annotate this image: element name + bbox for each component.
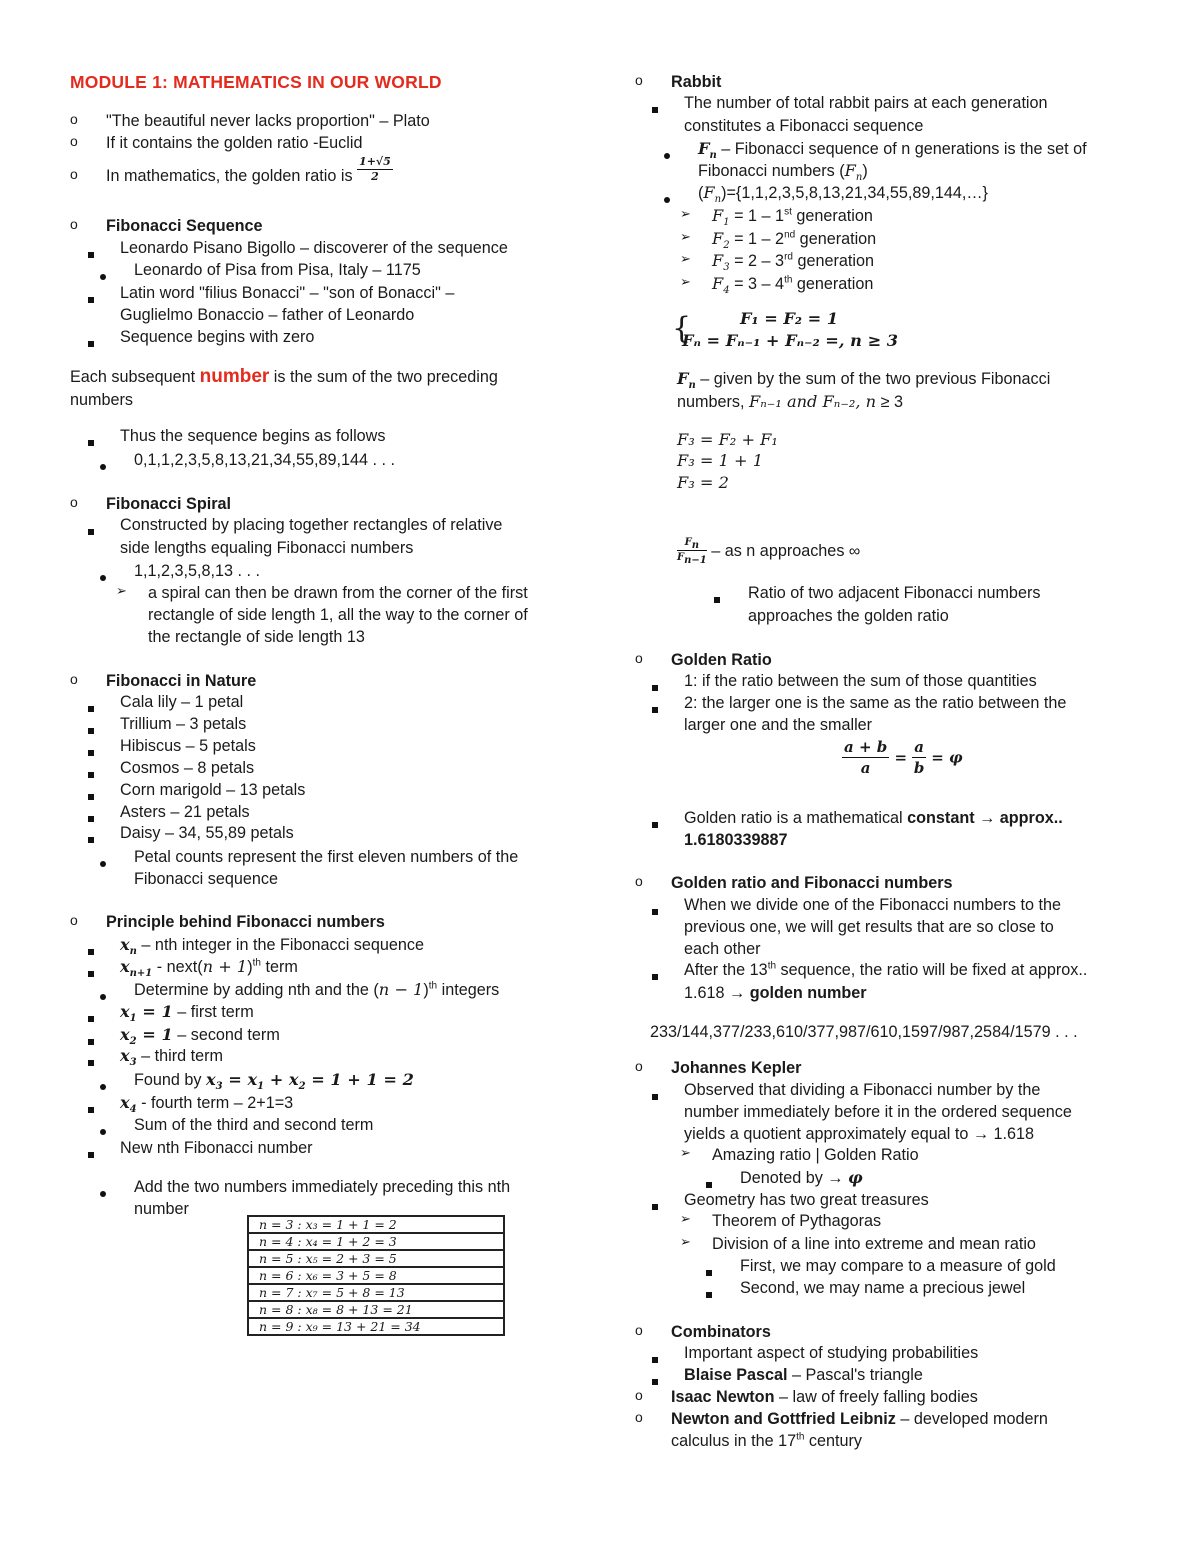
table-row: [248, 1216, 504, 1233]
text: 1.618 →: [684, 984, 750, 1002]
table-cell: n = 8 : x₈ = 8 + 13 = 21: [248, 1301, 504, 1318]
frac-top: 1+√5: [359, 155, 391, 169]
arrow-bullet-icon: ➢: [680, 1146, 691, 1161]
list-item: previous one, we will get results that are so close to: [684, 918, 1054, 936]
math: $x_3 = x_1 + x_2 = 1 + 1 = 2$: [206, 1070, 414, 1093]
formula-fraction: [842, 737, 889, 778]
bullet-o: o: [70, 111, 78, 127]
text: )={1,1,2,3,5,8,13,21,34,55,89,144,…}: [721, 184, 988, 202]
section-heading: Golden Ratio: [671, 651, 772, 669]
generation-item: [712, 229, 877, 252]
denominator: b: [913, 759, 925, 777]
list-item: $x_{n+1}$ - next(n + 1)$^{th}$ term: [120, 957, 298, 980]
math: $x_n$: [120, 935, 137, 958]
text: – Fibonacci sequence of n generations is the set of: [716, 140, 1087, 158]
list-item: [740, 1168, 863, 1188]
phi-symbol: φ: [847, 1168, 863, 1187]
bullet-o: o: [70, 671, 78, 687]
table-row: [248, 1267, 504, 1284]
list-item: [684, 1365, 923, 1385]
numerator: a: [914, 738, 924, 756]
math: $x_4$: [120, 1093, 137, 1116]
bullet-dot: [100, 1183, 114, 1202]
math: $F_n$: [703, 183, 722, 206]
section-heading: Fibonacci Sequence: [106, 217, 263, 235]
list-item: Ratio of two adjacent Fibonacci numbers: [748, 584, 1041, 602]
bullet-dot: [664, 145, 678, 164]
arrow-bullet-icon: ➢: [680, 230, 691, 245]
ratio-fraction: $\frac{F_n}{F_{n-1}}$: [677, 537, 707, 566]
list-item: Leonardo Pisano Bigollo – discoverer of the sequence: [120, 239, 508, 257]
list-item: Determine by adding nth and the $(n - 1)^{th}$ integers: [134, 980, 500, 999]
list-item: Leonardo of Pisa from Pisa, Italy – 1175: [134, 261, 421, 279]
text: After the 13: [684, 961, 768, 979]
list-item: 2: the larger one is the same as the ratio between the: [684, 694, 1067, 712]
list-item: Asters – 21 petals: [120, 803, 250, 821]
list-item: Geometry has two great treasures: [684, 1191, 929, 1209]
list-item: Trillium – 3 petals: [120, 715, 247, 733]
text: term: [260, 958, 298, 976]
text: ≥ 3: [876, 393, 903, 411]
section-heading: Fibonacci in Nature: [106, 672, 257, 690]
table-row: [248, 1284, 504, 1301]
text: ): [247, 958, 253, 976]
numerator: a + b: [844, 738, 888, 756]
bullet-square: [88, 941, 102, 960]
bullet-square: [88, 1008, 102, 1027]
bullet-square: [706, 1284, 720, 1303]
bullet-square: [88, 698, 102, 717]
paragraph: numbers: [70, 391, 133, 409]
math: $F_1$: [712, 206, 730, 229]
bullet-dot: [100, 266, 114, 285]
paragraph: [677, 392, 903, 412]
highlight-word: number: [199, 366, 270, 387]
math: $F_n$: [698, 139, 717, 162]
text: – first term: [172, 1003, 254, 1021]
math: $F_2$: [712, 229, 730, 252]
bullet-o: o: [635, 1387, 643, 1403]
bullet-square: [88, 432, 102, 451]
fibonacci-table: [247, 1215, 505, 1336]
list-item: Add the two numbers immediately preceding this nth: [134, 1178, 511, 1196]
list-item: 1.6180339887: [684, 831, 788, 849]
math: n + 1: [202, 957, 248, 976]
superscript: th: [767, 960, 777, 972]
list-item: The number of total rabbit pairs at each generation: [684, 94, 1048, 112]
formula-fraction: [912, 737, 926, 778]
bullet-dot: [100, 567, 114, 586]
bullet-square: [88, 333, 102, 352]
table-cell: n = 6 : x₆ = 3 + 5 = 8: [248, 1267, 504, 1284]
table-cell: n = 3 : x₃ = 1 + 1 = 2: [248, 1216, 504, 1233]
text: - fourth term – 2+1=3: [136, 1094, 294, 1112]
table-row: [248, 1318, 504, 1335]
list-item: Petal counts represent the first eleven numbers of the: [134, 848, 519, 866]
bullet-o: o: [635, 650, 643, 666]
brace: {: [672, 311, 692, 346]
list-item: Observed that dividing a Fibonacci number by the: [684, 1081, 1041, 1099]
bullet-square: [652, 99, 666, 118]
bullet-square: [88, 289, 102, 308]
table-row: [248, 1233, 504, 1250]
text: Each subsequent: [70, 368, 200, 386]
bullet-square: [88, 521, 102, 540]
list-item: Fibonacci sequence: [134, 870, 278, 888]
list-item: Important aspect of studying probabilities: [684, 1344, 979, 1362]
list-item: [684, 808, 1063, 828]
bullet-dot: [664, 189, 678, 208]
bullet-square: [652, 966, 666, 985]
table-cell: n = 7 : x₇ = 5 + 8 = 13: [248, 1284, 504, 1301]
bullet-square: [88, 829, 102, 848]
bullet-o: o: [635, 72, 643, 88]
bullet-square: [88, 244, 102, 263]
paragraph: [677, 538, 860, 565]
text: generation: [795, 230, 877, 248]
list-item: 1,1,2,3,5,8,13 . . .: [134, 562, 260, 580]
list-item: number immediately before it in the ordered sequence: [684, 1103, 1072, 1121]
bullet-square: [652, 677, 666, 696]
list-item: Amazing ratio | Golden Ratio: [712, 1146, 919, 1164]
list-item: Division of a line into extreme and mean ratio: [712, 1235, 1036, 1253]
list-item: yields a quotient approximately equal to → 1.618: [684, 1125, 1035, 1143]
arrow-bullet-icon: ➢: [680, 207, 691, 222]
list-item: [134, 1070, 414, 1093]
bullet-square: [88, 720, 102, 739]
bullet-square: [714, 589, 728, 608]
bullet-square: [652, 1086, 666, 1105]
list-item: First, we may compare to a measure of gold: [740, 1257, 1056, 1275]
list-item: [120, 1025, 280, 1048]
equation: F₃ = F₂ + F₁: [677, 430, 778, 449]
bullet-square: [88, 742, 102, 761]
text: ): [423, 981, 429, 999]
bullet-square: [88, 764, 102, 783]
table-row: [248, 1301, 504, 1318]
math: n − 1: [378, 980, 424, 999]
text: – developed modern: [895, 1410, 1048, 1428]
bullet-square: [652, 814, 666, 833]
text: – given by the sum of the two previous Fibonacci: [695, 370, 1051, 388]
math: Fₙ₋₁ and Fₙ₋₂, n: [748, 392, 877, 411]
bullet-dot: [100, 1076, 114, 1095]
text: century: [804, 1432, 863, 1450]
phi-symbol: φ: [949, 748, 963, 767]
text: integers: [437, 981, 500, 999]
list-item: Hibiscus – 5 petals: [120, 737, 256, 755]
list-item: [120, 1093, 294, 1116]
bullet-square: [88, 808, 102, 827]
superscript: rd: [784, 251, 793, 263]
bullet-square: [652, 1349, 666, 1368]
bullet-o: o: [70, 216, 78, 232]
section-heading: Principle behind Fibonacci numbers: [106, 913, 385, 931]
bullet-o: o: [635, 1409, 643, 1425]
superscript: st: [784, 206, 792, 218]
bullet-square: [652, 1196, 666, 1215]
paragraph: [677, 369, 1051, 392]
text: calculus in the 17: [671, 1432, 797, 1450]
list-item: [698, 139, 1087, 162]
list-item: number: [134, 1200, 189, 1218]
superscript: th: [796, 1431, 805, 1443]
list-item: Thus the sequence begins as follows: [120, 427, 386, 445]
equation: F₃ = 1 + 1: [677, 451, 764, 470]
bullet-o: o: [70, 133, 78, 149]
table-cell: n = 4 : x₄ = 1 + 2 = 3: [248, 1233, 504, 1250]
text: = 1 – 2: [729, 230, 785, 248]
bullet-dot: [100, 986, 114, 1005]
list-item: [671, 1431, 862, 1451]
bullet-square: [706, 1262, 720, 1281]
bold-text: Newton and Gottfried Leibniz: [671, 1410, 896, 1428]
text: (: [698, 184, 704, 202]
list-item: Daisy – 34, 55,89 petals: [120, 824, 294, 842]
text: – Pascal's triangle: [787, 1366, 923, 1384]
text: – as n approaches ∞: [706, 541, 861, 560]
bullet-square: [88, 1031, 102, 1050]
list-item: [684, 960, 1087, 980]
bullet-o: o: [70, 494, 78, 510]
bullet-o: o: [70, 912, 78, 928]
bold-text: golden number: [749, 984, 867, 1002]
list-item: larger one and the smaller: [684, 716, 873, 734]
table-cell: n = 9 : x₉ = 13 + 21 = 34: [248, 1318, 504, 1335]
math: $F_3$: [712, 251, 730, 274]
text: numbers,: [677, 393, 749, 411]
bullet-square: [88, 786, 102, 805]
generation-item: [712, 251, 874, 274]
superscript: nd: [784, 229, 796, 241]
section-heading: Rabbit: [671, 73, 722, 91]
math: $F_n$: [677, 369, 696, 392]
text: ): [862, 162, 868, 180]
text: generation: [791, 207, 873, 225]
list-item: [120, 935, 425, 958]
table-row: [248, 1250, 504, 1267]
math: $x_1 = 1$: [120, 1002, 173, 1025]
text: – nth integer in the Fibonacci sequence: [136, 936, 425, 954]
text: sequence, the ratio will be fixed at approx..: [776, 961, 1088, 979]
list-item: Latin word "filius Bonacci" – "son of Bonacci" –: [120, 284, 455, 302]
text: – third term: [136, 1047, 223, 1065]
list-item: [120, 1046, 223, 1069]
arrow-bullet-icon: ➢: [680, 275, 691, 290]
text: Golden ratio is a mathematical: [684, 809, 908, 827]
arrow-bullet-icon: ➢: [116, 584, 127, 599]
bullet-dot: [100, 853, 114, 872]
text: Found by: [134, 1071, 206, 1089]
equation: F₃ = 2: [677, 473, 729, 492]
frac-bottom: 2: [371, 170, 379, 184]
bullet-square: [652, 699, 666, 718]
list-item: Cosmos – 8 petals: [120, 759, 255, 777]
list-item: Guglielmo Bonaccio – father of Leonardo: [120, 306, 415, 324]
text: generation: [792, 252, 874, 270]
bullet-o: o: [635, 1322, 643, 1338]
generation-item: [712, 206, 873, 229]
section-heading: Golden ratio and Fibonacci numbers: [671, 874, 953, 892]
golden-fraction: [357, 155, 393, 184]
list-item: [698, 183, 988, 206]
list-item: 1: if the ratio between the sum of those quantities: [684, 672, 1037, 690]
text: – second term: [172, 1026, 280, 1044]
list-item: rectangle of side length 1, all the way to the corner of: [148, 606, 528, 624]
bullet-o: o: [635, 873, 643, 889]
math: $F_4$: [712, 274, 730, 297]
list-item: New nth Fibonacci number: [120, 1139, 313, 1157]
arrow-bullet-icon: ➢: [680, 1212, 691, 1227]
bullet-square: [88, 1144, 102, 1163]
list-item: constitutes a Fibonacci sequence: [684, 117, 924, 135]
list-item: Corn marigold – 13 petals: [120, 781, 306, 799]
text: = 2 – 3: [729, 252, 785, 270]
bold-text: constant → approx..: [907, 809, 1063, 827]
paragraph: [70, 367, 498, 387]
bold-text: Isaac Newton: [671, 1388, 775, 1406]
list-item: Cala lily – 1 petal: [120, 693, 244, 711]
bullet-dot: [100, 456, 114, 475]
math: $x_3$: [120, 1046, 137, 1069]
math: $x_{n+1}$: [120, 957, 153, 980]
text: is the sum of the two preceding: [269, 368, 498, 386]
intro-line: [106, 155, 393, 186]
list-item: [120, 1002, 254, 1025]
bullet-o: o: [635, 1058, 643, 1074]
equation-system: Fₙ = Fₙ₋₁ + Fₙ₋₂ =, n ≥ 3: [682, 331, 898, 350]
golden-formula: $\frac{a + b}{a}$ = $\frac{a}{b}$ = φ: [844, 738, 963, 777]
bullet-square: [652, 1371, 666, 1390]
list-item: a spiral can then be drawn from the corner of the first: [148, 584, 528, 602]
list-item: Sum of the third and second term: [134, 1116, 374, 1134]
list-item: Constructed by placing together rectangles of relative: [120, 516, 503, 534]
list-item: [684, 983, 867, 1003]
text: generation: [792, 275, 874, 293]
generation-item: [712, 274, 874, 297]
arrow-bullet-icon: ➢: [680, 1235, 691, 1250]
text: = 3 – 4: [729, 275, 785, 293]
superscript: th: [784, 274, 793, 286]
equation-system: F₁ = F₂ = 1: [740, 309, 839, 328]
text: – law of freely falling bodies: [774, 1388, 978, 1406]
text: = 1 – 1: [729, 207, 785, 225]
list-item: [698, 161, 868, 184]
bullet-square: [652, 901, 666, 920]
section-heading: Combinators: [671, 1323, 771, 1341]
list-item: side lengths equaling Fibonacci numbers: [120, 539, 414, 557]
list-item: approaches the golden ratio: [748, 607, 949, 625]
section-heading: Fibonacci Spiral: [106, 495, 232, 513]
text: Determine by adding nth and the (: [134, 981, 379, 999]
math: $x_2 = 1$: [120, 1025, 173, 1048]
bold-text: Blaise Pascal: [684, 1366, 788, 1384]
intro-line: If it contains the golden ratio -Euclid: [106, 134, 363, 152]
list-item: When we divide one of the Fibonacci numbers to the: [684, 896, 1062, 914]
page-title: MODULE 1: MATHEMATICS IN OUR WORLD: [70, 72, 442, 92]
bullet-square: [88, 963, 102, 982]
list-item: each other: [684, 940, 761, 958]
bullet-dot: [100, 1121, 114, 1140]
text: Fibonacci numbers (: [698, 162, 845, 180]
intro-text: In mathematics, the golden ratio is: [106, 167, 358, 185]
section-heading: Johannes Kepler: [671, 1059, 802, 1077]
math: $F_n$: [844, 161, 863, 184]
list-item: Sequence begins with zero: [120, 328, 315, 346]
text: Denoted by →: [740, 1169, 848, 1187]
list-item: [671, 1387, 978, 1407]
bullet-square: [88, 1052, 102, 1071]
list-item: [671, 1409, 1048, 1429]
sequence: 0,1,1,2,3,5,8,13,21,34,55,89,144 . . .: [134, 451, 396, 469]
bullet-o: o: [70, 166, 78, 182]
list-item: Second, we may name a precious jewel: [740, 1279, 1026, 1297]
denominator: a: [860, 759, 871, 777]
bullet-square: [88, 1099, 102, 1118]
list-item: Theorem of Pythagoras: [712, 1212, 882, 1230]
intro-line: "The beautiful never lacks proportion" – Plato: [106, 112, 430, 130]
text: - next(: [152, 958, 203, 976]
arrow-bullet-icon: ➢: [680, 252, 691, 267]
table-cell: n = 5 : x₅ = 2 + 3 = 5: [248, 1250, 504, 1267]
list-item: the rectangle of side length 13: [148, 628, 365, 646]
ratio-list: 233/144,377/233,610/377,987/610,1597/987,2584/1579 . . .: [650, 1023, 1078, 1041]
